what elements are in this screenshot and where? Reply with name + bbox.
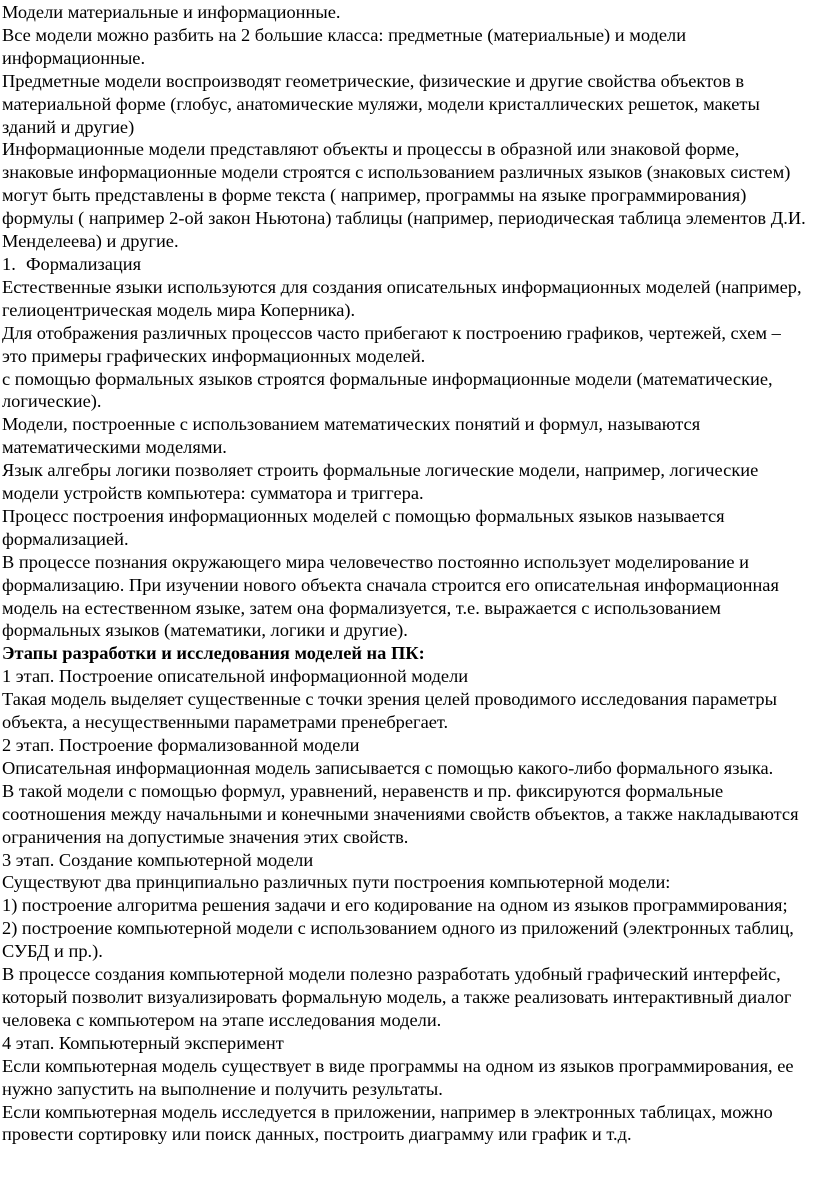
paragraph-cognition: В процессе познания окружающего мира человечество постоянно использует моделирование и формализацию. При изучении нового объекта сначала строится его описательная информационная модель на естественном языке, затем она формализуется, т.е. выражается с использованием формальных языков (математики, логики и другие). xyxy=(2,551,779,641)
stage-4-text-2: Если компьютерная модель исследуется в приложении, например в электронных таблицах, можно провести сортировку или поиск данных, построить диаграмму или график и т.д. xyxy=(2,1101,773,1145)
stage-2-title: 2 этап. Построение формализованной модели xyxy=(2,735,360,755)
paragraph-math-models: Модели, построенные с использованием математических понятий и формул, называются математическими моделями. xyxy=(2,414,701,458)
paragraph-formal-languages: с помощью формальных языков строятся формальные информационные модели (математические, логические). xyxy=(2,368,773,412)
paragraph-information-models: Информационные модели представляют объекты и процессы в образной или знаковой форме, знаковые информационные модели строятся с использованием различных языков (знаковых систем) могут быть представлены в форме текста ( например, программы на языке программирования) формулы ( например 2-ой закон Ньютона) таблицы (например, периодическая таблица элементов Д.И. Менделеева) и другие. xyxy=(2,139,806,252)
stage-3-way-2: 2) построение компьютерной модели с использованием одного из приложений (электронных таблиц, СУБД и пр.). xyxy=(2,918,794,962)
stage-1-text: Такая модель выделяет существенные с точки зрения целей проводимого исследования параметры объекта, а несущественными параметрами пренебрегает. xyxy=(2,689,777,733)
stage-4-title: 4 этап. Компьютерный эксперимент xyxy=(2,1032,284,1053)
stage-3-title: 3 этап. Создание компьютерной модели xyxy=(2,849,314,870)
section-heading: Этапы разработки и исследования моделей на ПК: xyxy=(2,643,425,664)
list-item-text: Формализация xyxy=(26,253,142,274)
stage-3-text: Существуют два принципиально различных пути построения компьютерной модели: xyxy=(2,872,671,893)
list-item-formalization xyxy=(2,253,808,276)
paragraph-material-models: Предметные модели воспроизводят геометрические, физические и другие свойства объектов в материальной форме (глобус, анатомические муляжи, модели кристаллических решеток, макеты зданий и другие) xyxy=(2,70,760,137)
stage-3-way-1: 1) построение алгоритма решения задачи и его кодирование на одном из языков программирования; xyxy=(2,895,788,916)
list-item-number: 1. xyxy=(2,253,16,274)
stage-1-title: 1 этап. Построение описательной информационной модели xyxy=(2,666,469,687)
stage-2-text: Описательная информационная модель записывается с помощью какого-либо формального языка. xyxy=(2,757,774,778)
paragraph-formalization-definition: Процесс построения информационных моделей с помощью формальных языков называется формализацией. xyxy=(2,505,725,549)
paragraph-classes: Все модели можно разбить на 2 большие класса: предметные (материальные) и модели информационные. xyxy=(2,24,687,68)
stage-3-text-2: В процессе создания компьютерной модели полезно разработать удобный графический интерфейс, который позволит визуализировать формальную модель, а также реализовать интерактивный диалог человека с компьютером на этапе исследования модели. xyxy=(2,964,792,1030)
paragraph-title: Модели материальные и информационные. xyxy=(2,2,341,22)
stage-2-text-2: В такой модели с помощью формул, уравнений, неравенств и пр. фиксируются формальные соотношения между начальными и конечными значениями свойств объектов, а также накладываются ограничения на допустимые значения этих свойств. xyxy=(2,780,799,847)
paragraph-logic-algebra: Язык алгебры логики позволяет строить формальные логические модели, например, логические модели устройств компьютера: сумматора и триггера. xyxy=(2,460,759,504)
stage-4-text: Если компьютерная модель существует в виде программы на одном из языков программирования, ее нужно запустить на выполнение и получить результаты. xyxy=(2,1055,794,1099)
paragraph-graphic-models: Для отображения различных процессов часто прибегают к построению графиков, чертежей, схем – это примеры графических информационных моделей. xyxy=(2,322,781,366)
paragraph-natural-languages: Естественные языки используются для создания описательных информационных моделей (например, гелиоцентрическая модель мира Коперника). xyxy=(2,276,802,320)
